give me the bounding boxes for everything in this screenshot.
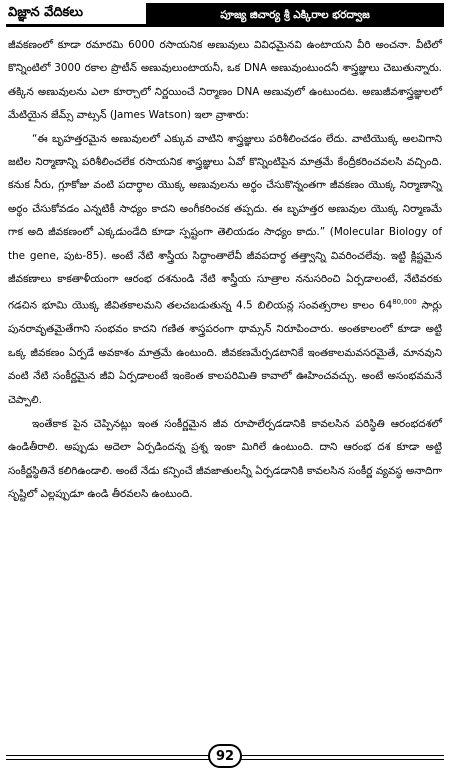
- body-text: [8, 34, 442, 734]
- exponent: 80,000: [392, 298, 417, 307]
- paragraph-intro: జీవకణంలో కూడా రమారమి 6000 రసాయనిక అణువులు వివిధమైనవి ఉంటాయని వీరి అంచనా. వీటిలో కొన్నింటిలో 3000 రకాల ప్రొటీన్ అణువులుంటాయనీ, ఒక DNA అణువుంటుందనీ శాస్త్రజ్ఞులు చెబుతున్నారు. తక్కిన అణువులను ఎలా కూర్చాలో నిర్ణయించే నిర్మాణం DNA అణువులో ఉంటుందట. అణుజీవశాస్త్రజ్ఞులలో మేటియైన జేమ్స్ వాట్సన్ (James Watson) ఇలా వ్రాశారు:: [8, 39, 442, 122]
- book-title: విజ్ఞాన వేదికలు: [6, 3, 146, 27]
- paragraph-quote: [8, 128, 442, 412]
- page-number: 92: [208, 744, 242, 768]
- page-footer: [6, 742, 444, 770]
- quote-continuation: సార్లు పునరావృతమైతేగాని సంభవం కాదని గణిత శాస్త్రపరంగా థామ్సన్ నిరూపించారు. అంతకాలంలో కూడా అట్టి ఒక్క జీవకణం ఏర్పడే అవకాశం మాత్రమే ఉంటుంది. జీవకణమేర్పడటానికే ఇంతకాలమవసరమైతే, మానవుని వంటి నేటి సంకీర్ణమైన జీవి ఏర్పడాలంటే ఇంకెంత కాలపరిమితి కావాలో ఊహించవచ్చు. అంటే అసంభవమనే చెప్పాలి.: [8, 299, 442, 406]
- page-header: [6, 3, 444, 27]
- quote-text: “ఈ బృహత్తరమైన అణువులలో ఎక్కువ వాటిని శాస్త్రజ్ఞులు పరిశీలించడం లేదు. వాటియొక్క అలవిగాని జటిల నిర్మాణాన్ని పరిశీలించలేక రసాయనిక శాస్త్రజ్ఞులు ఏవో కొన్నింటిపైన మాత్రమే కేంద్రీకరించవలసి వచ్చింది. కనుక నీరు, గ్లూకోజు వంటి పదార్థాల యొక్క అణువులను అర్థం చేసుకొన్నంతగా జీవకణం యొక్క నిర్మాణాన్ని అర్థం చేసుకోవడం ఎన్నటికీ సాధ్యం కాదని అంగీకరించక తప్పదు. ఈ బృహత్తర అణువుల యొక్క నిర్మాణమే గాక అది జీవకణంలో ఎక్కడుండేది కూడా స్పష్టంగా తెలియడం సాధ్యం కాదు.” (Molecular Biology of the gene, పుట-85). అంటే నేటి శాస్త్రీయ సిద్ధాంతాలేవీ జీవపదార్థ తత్త్వాన్ని వివరించలేవు. ఇట్టి క్లిష్టమైన జీవకణాలు కాకతాళీయంగా ఆరంభ దశనుండి నేటి శాస్త్రీయ సూత్రాల ననుసరించి ఏర్పడాలంటే, నేటివరకు గడచిన భూమి యొక్క జీవితకాలమని తలచబడుతున్న 4.5 బిలియన్ల సంవత్సరాల కాలం 64: [8, 132, 442, 312]
- paragraph-conclusion: ఇంతేకాక పైన చెప్పినట్లు ఇంత సంకీర్ణమైన జీవ రూపాలేర్పడడానికి కావలసిన పరిస్థితి ఆరంభదశలో ఉండితీరాలి. అప్పుడు అదెలా ఏర్పడిందన్న ప్రశ్న ఇంకా మిగిలే ఉంటుంది. దాని ఆరంభ దశ కూడా అట్టి సంకీర్ణస్థితినే కలిగిఉండాలి. అంటే నేడు కన్పించే జీవజాతులన్నీ ఏర్పడడానికి కావలసిన సంకీర్ణ వ్యవస్థ అనాదిగా సృష్టిలో ఎల్లప్పుడూ ఉండి తీరవలసి ఉంటుంది.: [8, 417, 442, 501]
- author-banner: పూజ్య జిచార్య శ్రీ ఎక్కిరాల భరద్వాజ: [146, 3, 444, 27]
